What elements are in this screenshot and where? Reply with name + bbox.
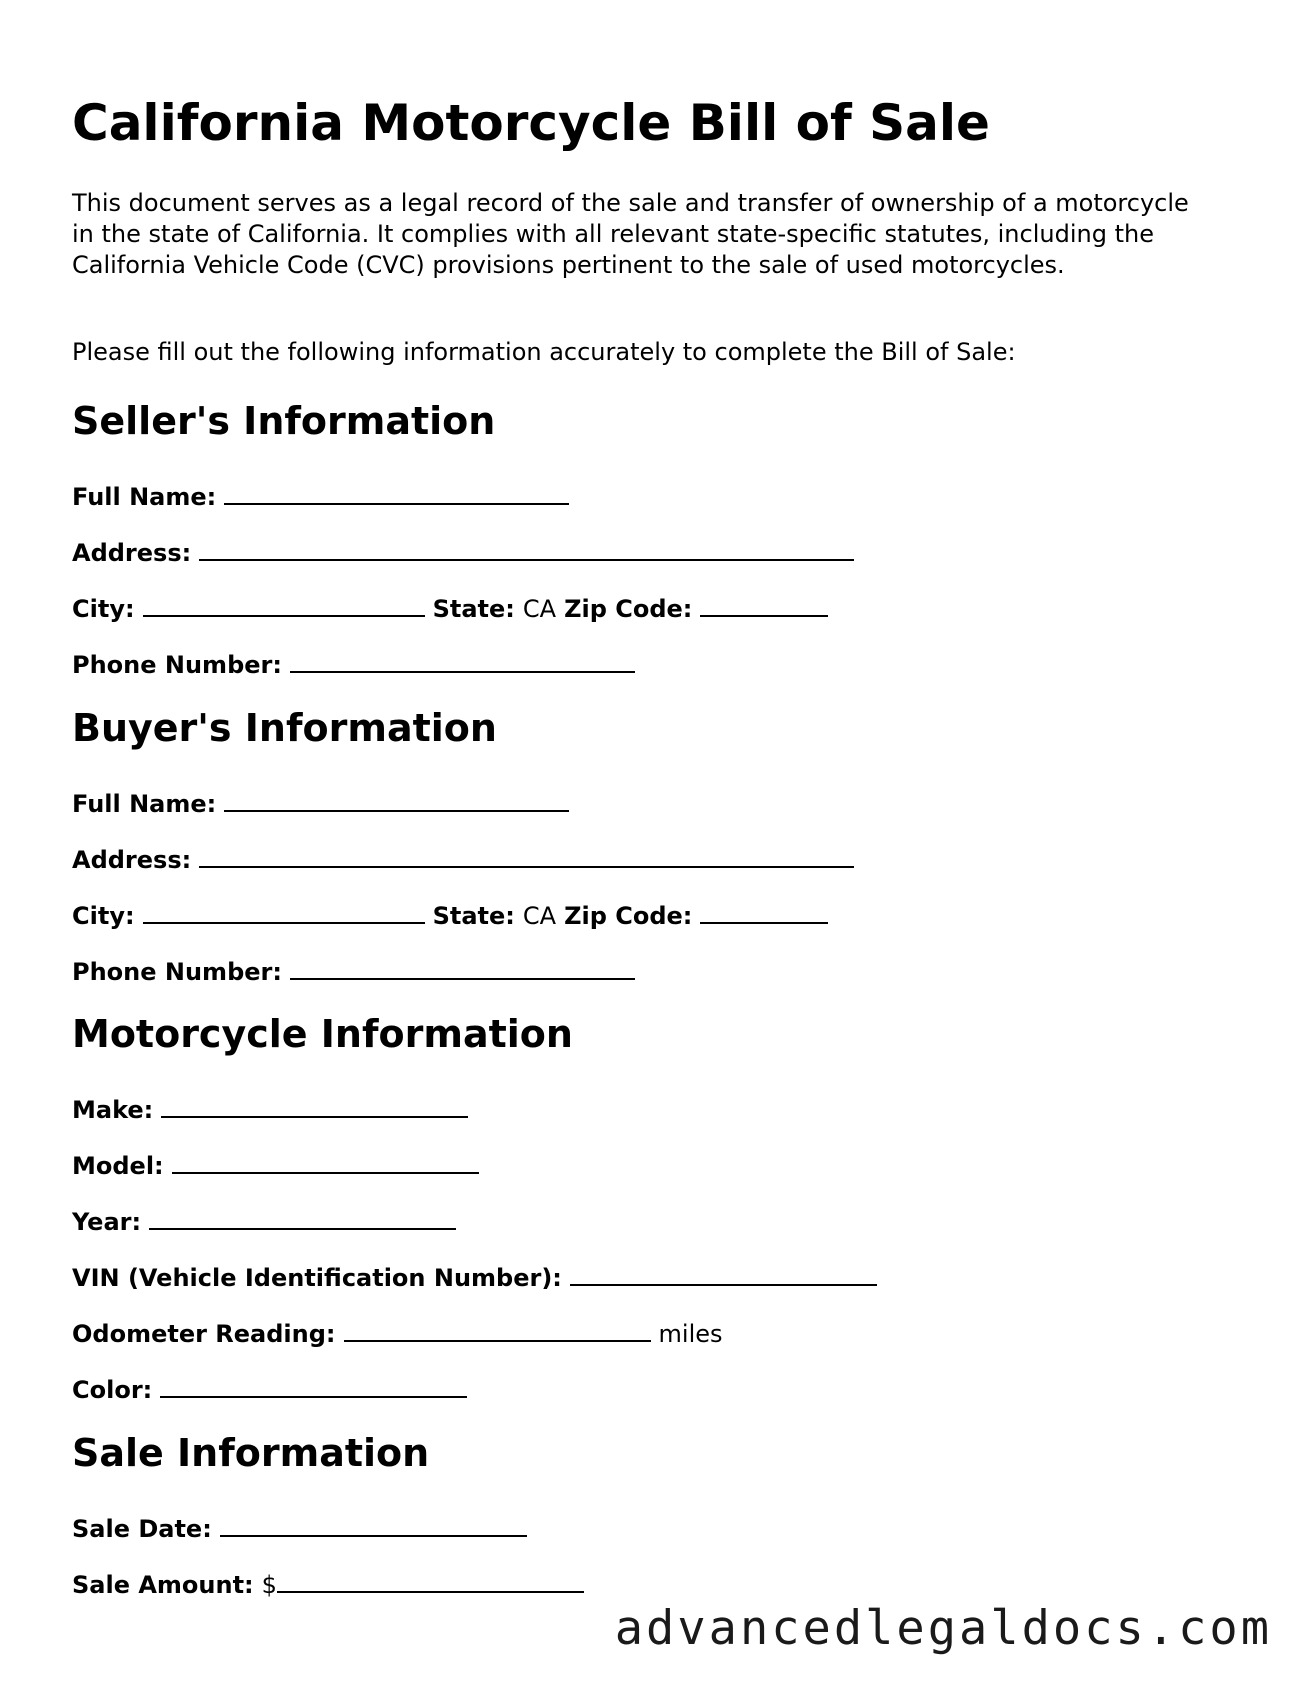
seller-city-label: City: bbox=[72, 595, 135, 623]
sale-heading: Sale Information bbox=[72, 1431, 430, 1475]
color-field[interactable] bbox=[160, 1374, 467, 1398]
seller-zip-label: Zip Code: bbox=[564, 595, 693, 623]
currency-symbol: $ bbox=[261, 1571, 277, 1599]
seller-city-state-zip-row bbox=[72, 593, 828, 624]
odometer-row bbox=[72, 1318, 723, 1349]
buyer-phone-label: Phone Number: bbox=[72, 958, 282, 986]
seller-phone-field[interactable] bbox=[290, 649, 635, 673]
buyer-full-name-label: Full Name: bbox=[72, 790, 217, 818]
seller-address-field[interactable] bbox=[199, 537, 854, 561]
odometer-field[interactable] bbox=[344, 1318, 651, 1342]
buyer-zip-label: Zip Code: bbox=[564, 902, 693, 930]
buyer-heading: Buyer's Information bbox=[72, 706, 497, 750]
sale-date-field[interactable] bbox=[220, 1513, 527, 1537]
make-label: Make: bbox=[72, 1096, 154, 1124]
buyer-phone-row bbox=[72, 956, 635, 987]
seller-full-name-field[interactable] bbox=[224, 481, 569, 505]
intro-paragraph: This document serves as a legal record of the sale and transfer of ownership of a motorcycle in the state of California. It complies with all relevant state-specific statutes, including the California Vehicle Code (CVC) provisions pertinent to the sale of used motorcycles. bbox=[72, 189, 1189, 279]
seller-full-name-label: Full Name: bbox=[72, 483, 217, 511]
odometer-unit: miles bbox=[658, 1320, 723, 1348]
seller-full-name-row bbox=[72, 481, 569, 512]
buyer-state-value: CA bbox=[522, 902, 557, 930]
make-row bbox=[72, 1094, 468, 1125]
seller-address-row bbox=[72, 537, 854, 568]
seller-phone-row bbox=[72, 649, 635, 680]
model-field[interactable] bbox=[172, 1150, 479, 1174]
model-row bbox=[72, 1150, 479, 1181]
year-field[interactable] bbox=[149, 1206, 456, 1230]
buyer-address-label: Address: bbox=[72, 846, 192, 874]
sale-amount-field[interactable] bbox=[277, 1569, 584, 1593]
seller-heading: Seller's Information bbox=[72, 399, 496, 443]
buyer-address-row bbox=[72, 844, 854, 875]
vin-label: VIN (Vehicle Identification Number): bbox=[72, 1264, 562, 1292]
watermark-text: advancedlegaldocs.com bbox=[614, 1601, 1272, 1656]
sale-date-row bbox=[72, 1513, 527, 1544]
document-title: California Motorcycle Bill of Sale bbox=[72, 94, 990, 152]
model-label: Model: bbox=[72, 1152, 164, 1180]
color-label: Color: bbox=[72, 1376, 153, 1404]
vin-field[interactable] bbox=[570, 1262, 877, 1286]
buyer-full-name-field[interactable] bbox=[224, 788, 569, 812]
seller-address-label: Address: bbox=[72, 539, 192, 567]
vin-row bbox=[72, 1262, 877, 1293]
make-field[interactable] bbox=[161, 1094, 468, 1118]
buyer-phone-field[interactable] bbox=[290, 956, 635, 980]
seller-state-label: State: bbox=[432, 595, 515, 623]
sale-amount-row bbox=[72, 1569, 584, 1600]
buyer-city-label: City: bbox=[72, 902, 135, 930]
seller-state-value: CA bbox=[522, 595, 557, 623]
buyer-state-label: State: bbox=[432, 902, 515, 930]
year-label: Year: bbox=[72, 1208, 142, 1236]
sale-date-label: Sale Date: bbox=[72, 1515, 212, 1543]
year-row bbox=[72, 1206, 456, 1237]
seller-phone-label: Phone Number: bbox=[72, 651, 282, 679]
motorcycle-heading: Motorcycle Information bbox=[72, 1012, 573, 1056]
odometer-label: Odometer Reading: bbox=[72, 1320, 336, 1348]
instruction-text: Please fill out the following information accurately to complete the Bill of Sale: bbox=[72, 338, 1016, 366]
sale-amount-label: Sale Amount: bbox=[72, 1571, 254, 1599]
color-row bbox=[72, 1374, 467, 1405]
seller-zip-field[interactable] bbox=[700, 593, 828, 617]
buyer-city-field[interactable] bbox=[143, 900, 425, 924]
buyer-address-field[interactable] bbox=[199, 844, 854, 868]
buyer-zip-field[interactable] bbox=[700, 900, 828, 924]
seller-city-field[interactable] bbox=[143, 593, 425, 617]
buyer-city-state-zip-row bbox=[72, 900, 828, 931]
buyer-full-name-row bbox=[72, 788, 569, 819]
